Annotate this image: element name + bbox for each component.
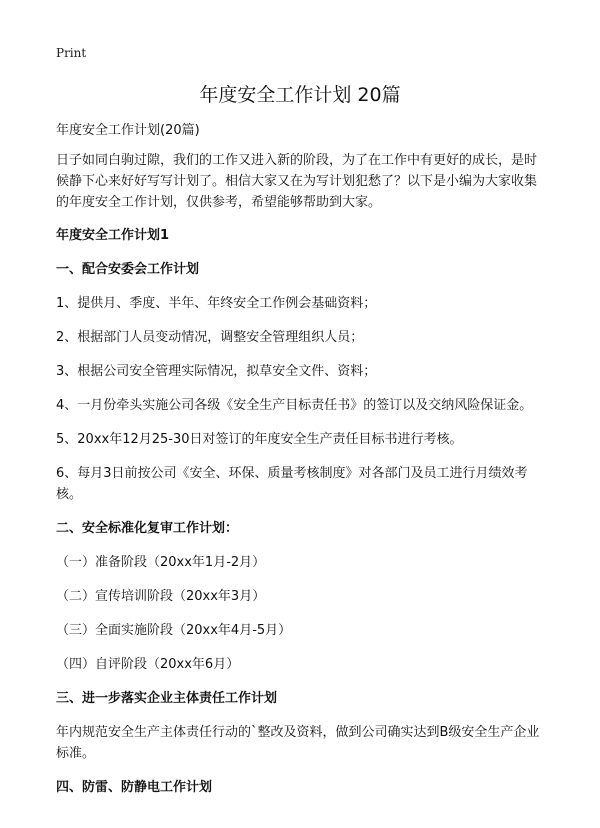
list-item: （四）自评阶段（20xx年6月） <box>56 657 240 672</box>
list-item: 3、根据公司安全管理实际情况，拟草安全文件、资料； <box>56 364 377 379</box>
section3-heading: 三、进一步落实企业主体责任工作计划 <box>56 691 278 706</box>
list-item: （三）全面实施阶段（20xx年4月-5月） <box>56 623 292 638</box>
document-subtitle: 年度安全工作计划(20篇) <box>56 123 200 138</box>
list-item: 2、根据部门人员变动情况，调整安全管理组织人员； <box>56 330 364 345</box>
list-item: 4、一月份牵头实施公司各级《安全生产目标责任书》的签订以及交纳风险保证金。 <box>56 398 533 413</box>
section2-heading: 二、安全标准化复审工作计划： <box>56 521 239 536</box>
section3-text: 年内规范安全生产主体责任行动的`整改及资料，做到公司确实达到B级安全生产企业标准。 <box>56 725 540 761</box>
intro-paragraph: 日子如同白驹过隙，我们的工作又进入新的阶段，为了在工作中有更好的成长，是时候静下心来好好写写计划了。相信大家又在为写计划犯愁了？以下是小编为大家收集的年度安全工作计划，仅供参考，希望能够帮助到大家。 <box>56 153 538 210</box>
list-item: 6、每月3日前按公司《安全、环保、质量考核制度》对各部门及员工进行月绩效考核。 <box>56 466 528 502</box>
section4-heading: 四、防雷、防静电工作计划 <box>56 780 213 795</box>
plan-heading: 年度安全工作计划1 <box>56 228 170 243</box>
document-body <box>56 120 548 811</box>
list-item: 5、20xx年12月25-30日对签订的年度安全生产责任目标书进行考核。 <box>56 432 463 447</box>
list-item: 1、提供月、季度、半年、年终安全工作例会基础资料； <box>56 296 377 311</box>
document-title: 年度安全工作计划 20篇 <box>199 84 401 106</box>
list-item: （二）宣传培训阶段（20xx年3月） <box>56 589 266 604</box>
print-label: Print <box>56 46 87 60</box>
section1-heading: 一、配合安委会工作计划 <box>56 262 200 277</box>
list-item: （一）准备阶段（20xx年1月-2月） <box>56 555 266 570</box>
